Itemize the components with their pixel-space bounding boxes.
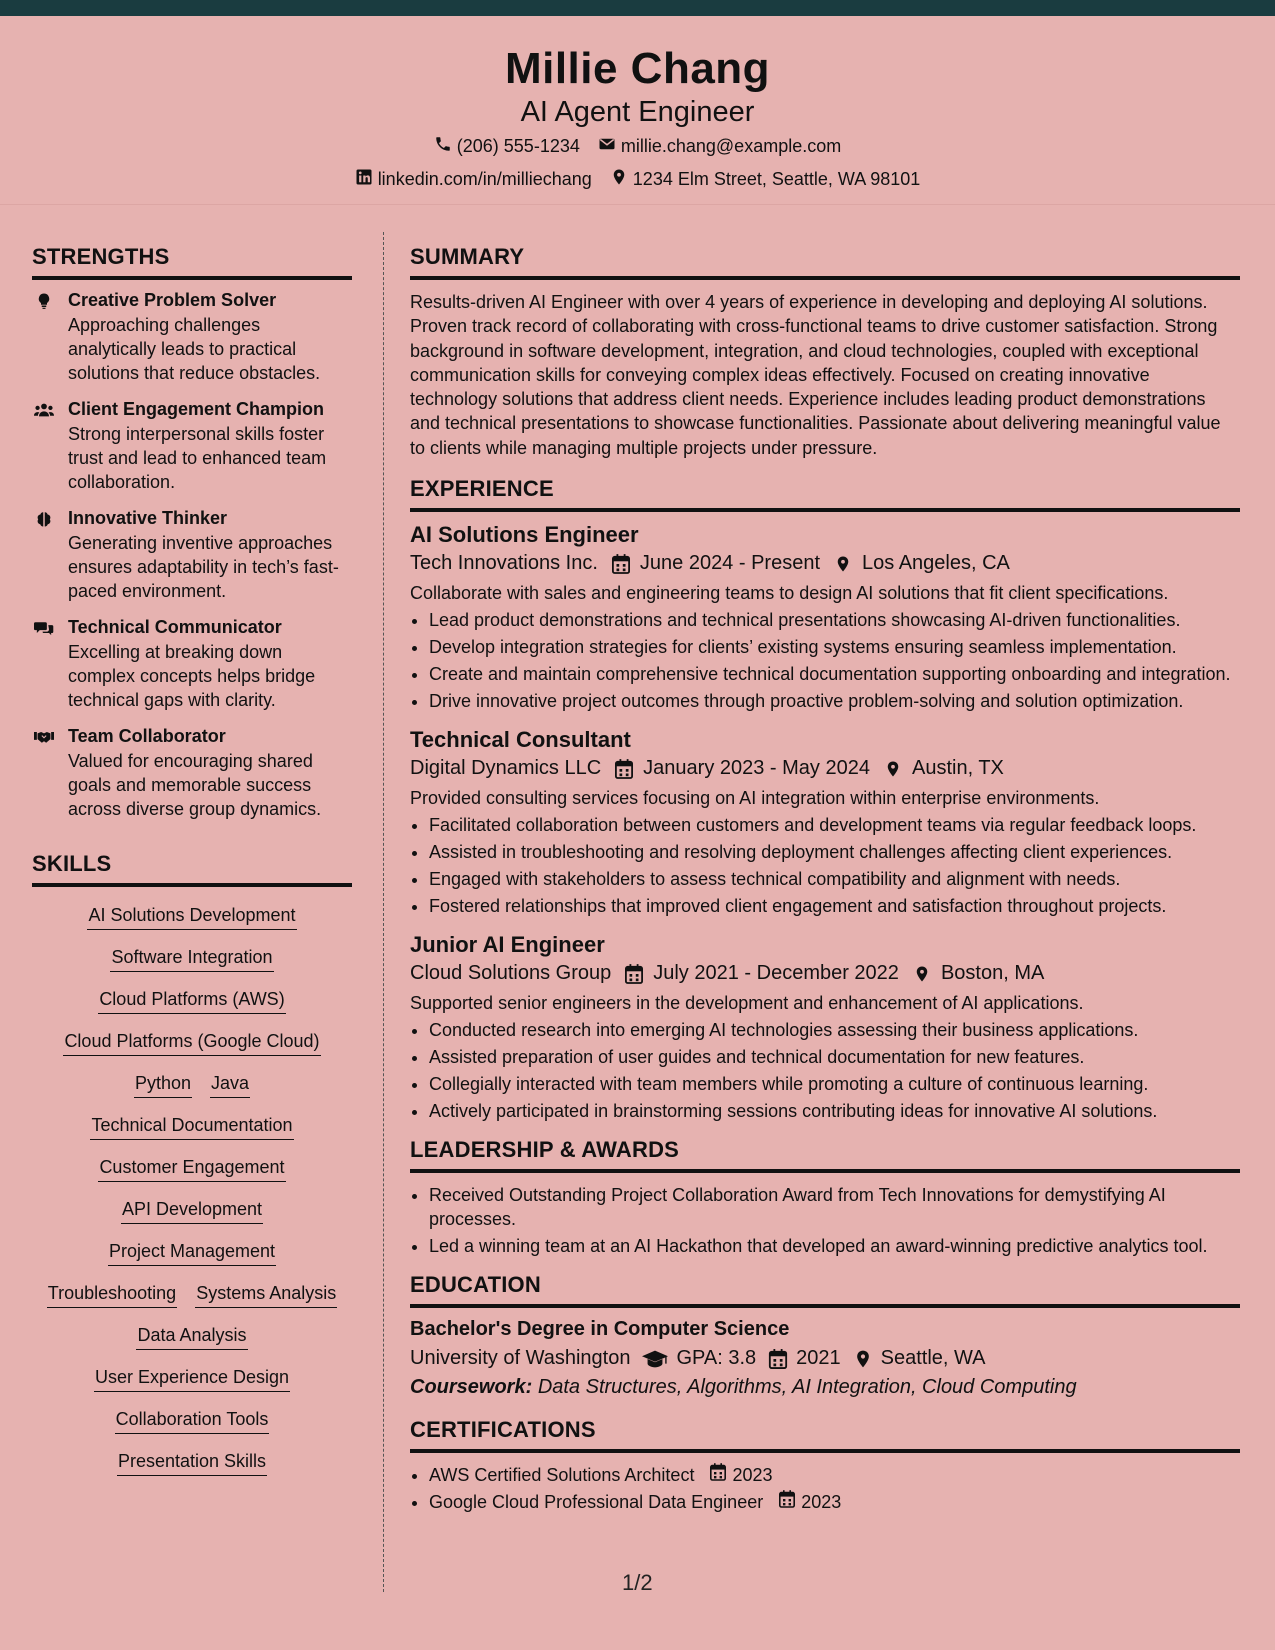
strength-title: Creative Problem Solver bbox=[68, 290, 277, 310]
list-item: • Assisted preparation of user guides and technical documentation for new features. bbox=[429, 1045, 1240, 1069]
map-marker-icon bbox=[913, 964, 931, 984]
strength-description: Generating inventive approaches ensures adaptability in tech’s fast-paced environment. bbox=[68, 533, 339, 601]
column-divider bbox=[383, 232, 384, 1592]
list-item: • Assisted in troubleshooting and resolving deployment challenges affecting client experiences. bbox=[429, 840, 1240, 864]
certification-year: 2023 bbox=[801, 1492, 842, 1513]
job-meta bbox=[410, 962, 1240, 985]
list-item: • Lead product demonstrations and technical presentations showcasing AI-driven functionalities. bbox=[429, 608, 1240, 632]
contact-row-2 bbox=[0, 168, 1275, 191]
job-bullets bbox=[410, 608, 1240, 713]
skill-row bbox=[32, 1283, 352, 1308]
email-contact[interactable] bbox=[598, 135, 841, 158]
strength-item bbox=[32, 508, 352, 603]
job-description: Provided consulting services focusing on AI integration within enterprise environments. bbox=[410, 788, 1100, 809]
graduation-cap-icon bbox=[642, 1349, 668, 1369]
job-position: Technical Consultant bbox=[410, 727, 631, 753]
job-entry bbox=[410, 727, 1240, 918]
list-item: • Develop integration strategies for clients’ existing systems ensuring seamless implementation. bbox=[429, 635, 1240, 659]
phone-number: (206) 555-1234 bbox=[456, 136, 580, 156]
strength-description: Strong interpersonal skills foster trust and lead to enhanced team collaboration. bbox=[68, 424, 327, 492]
graduation-year: 2021 bbox=[796, 1347, 841, 1370]
job-description: Supported senior engineers in the development and enhancement of AI applications. bbox=[410, 993, 1084, 1014]
calendar-icon bbox=[612, 554, 630, 574]
lightbulb-icon bbox=[32, 290, 56, 385]
education-meta bbox=[410, 1347, 1240, 1370]
list-item: • Collegially interacted with team members while promoting a culture of continuous learning. bbox=[429, 1072, 1240, 1096]
header-separator bbox=[0, 204, 1275, 205]
candidate-name: Millie Chang bbox=[504, 44, 771, 93]
job-position: Junior AI Engineer bbox=[410, 932, 605, 958]
strength-description: Approaching challenges analytically leads to practical solutions that reduce obstacles. bbox=[68, 315, 321, 383]
list-item: • Actively participated in brainstorming sessions contributing ideas for innovative AI solutions. bbox=[429, 1099, 1240, 1123]
linkedin-icon bbox=[355, 168, 373, 191]
handshake-icon bbox=[32, 726, 56, 821]
map-marker-icon bbox=[853, 1349, 873, 1369]
resume-header bbox=[0, 16, 1275, 204]
skill-row bbox=[32, 989, 352, 1014]
skill-row bbox=[32, 1241, 352, 1266]
skill-tag: Customer Engagement bbox=[98, 1157, 285, 1182]
skill-tag: Collaboration Tools bbox=[115, 1409, 270, 1434]
skill-tag: API Development bbox=[121, 1199, 263, 1224]
list-item: • Facilitated collaboration between customers and development teams via regular feedback loops. bbox=[429, 813, 1240, 837]
skill-row bbox=[32, 1157, 352, 1182]
calendar-icon bbox=[769, 1490, 795, 1514]
map-marker-icon bbox=[884, 759, 902, 779]
strength-description: Excelling at breaking down complex concepts helps bridge technical gaps with clarity. bbox=[68, 642, 316, 710]
calendar-icon bbox=[768, 1349, 788, 1369]
envelope-icon bbox=[598, 135, 616, 158]
job-location: Boston, MA bbox=[940, 962, 1045, 985]
job-meta bbox=[410, 757, 1240, 780]
strength-description: Valued for encouraging shared goals and memorable success across diverse group dynamics. bbox=[68, 751, 322, 819]
address-contact bbox=[610, 168, 921, 191]
certification bbox=[429, 1463, 773, 1487]
phone-contact bbox=[434, 135, 580, 158]
contact-row-1 bbox=[0, 135, 1275, 158]
skill-row bbox=[32, 947, 352, 972]
job-meta bbox=[410, 552, 1240, 575]
strength-item bbox=[32, 399, 352, 494]
strength-item bbox=[32, 617, 352, 712]
map-marker-icon bbox=[834, 554, 852, 574]
strength-item bbox=[32, 290, 352, 385]
company-name: Digital Dynamics LLC bbox=[410, 757, 602, 780]
calendar-icon bbox=[625, 964, 643, 984]
strength-item bbox=[32, 726, 352, 821]
job-bullets bbox=[410, 1018, 1240, 1123]
page-number: 1/2 bbox=[622, 1570, 653, 1595]
list-item bbox=[429, 1490, 1240, 1514]
skills-section bbox=[32, 851, 352, 1476]
job-dates: July 2021 - December 2022 bbox=[653, 962, 899, 985]
users-icon bbox=[32, 399, 56, 494]
skill-row bbox=[32, 1115, 352, 1140]
certifications-list bbox=[410, 1463, 1240, 1514]
certifications-heading: CERTIFICATIONS bbox=[410, 1417, 1240, 1453]
job-entry bbox=[410, 932, 1240, 1123]
certification-name: • Google Cloud Professional Data Engineer bbox=[429, 1492, 764, 1513]
linkedin-contact[interactable] bbox=[355, 168, 592, 191]
skill-row bbox=[32, 1031, 352, 1056]
gpa: GPA: 3.8 bbox=[676, 1347, 757, 1370]
map-marker-icon bbox=[610, 168, 628, 191]
skill-tag: Data Analysis bbox=[136, 1325, 247, 1350]
strength-title: Client Engagement Champion bbox=[68, 399, 325, 419]
skill-tag: AI Solutions Development bbox=[87, 905, 296, 930]
company-name: Cloud Solutions Group bbox=[410, 962, 612, 985]
comments-icon bbox=[32, 617, 56, 712]
job-dates: June 2024 - Present bbox=[639, 552, 821, 575]
skill-tag: Cloud Platforms (Google Cloud) bbox=[63, 1031, 320, 1056]
certification-name: • AWS Certified Solutions Architect bbox=[429, 1465, 695, 1486]
brain-icon bbox=[32, 508, 56, 603]
school-name: University of Washington bbox=[410, 1347, 631, 1370]
coursework-label: Coursework: bbox=[410, 1376, 533, 1399]
skill-tag: Presentation Skills bbox=[117, 1451, 267, 1476]
calendar-icon bbox=[700, 1463, 726, 1487]
summary-text: Results-driven AI Engineer with over 4 years of experience in developing and deploying AI solutions. Proven track record of collaborating with cross-functional teams to drive customer satisfaction. Strong background in software development, integration, and cloud technologies, coupled with exceptional communication skills for conveying complex ideas effectively. Focused on creating innovative technology solutions that address client needs. Experience includes leading product demonstrations and technical presentations to showcase functionalities. Passionate about delivering meaningful value to clients while managing multiple projects under pressure. bbox=[410, 292, 1221, 458]
job-description: Collaborate with sales and engineering teams to design AI solutions that fit client specifications. bbox=[410, 583, 1169, 604]
skill-tag: Project Management bbox=[108, 1241, 276, 1266]
list-item: • Fostered relationships that improved client engagement and satisfaction throughout projects. bbox=[429, 894, 1240, 918]
skill-tag: Cloud Platforms (AWS) bbox=[98, 989, 285, 1014]
strength-title: Innovative Thinker bbox=[68, 508, 228, 528]
degree-title: Bachelor's Degree in Computer Science bbox=[410, 1318, 790, 1341]
list-item: • Drive innovative project outcomes through proactive problem-solving and solution optimization. bbox=[429, 689, 1240, 713]
coursework bbox=[410, 1376, 1240, 1399]
calendar-icon bbox=[615, 759, 633, 779]
top-bar bbox=[0, 0, 1275, 16]
skill-row bbox=[32, 1367, 352, 1392]
education-heading: EDUCATION bbox=[410, 1272, 1240, 1308]
skill-row bbox=[32, 1325, 352, 1350]
job-location: Austin, TX bbox=[911, 757, 1004, 780]
leadership-list bbox=[410, 1183, 1240, 1258]
experience-heading: EXPERIENCE bbox=[410, 476, 1240, 512]
phone-icon bbox=[434, 135, 452, 158]
leadership-heading: LEADERSHIP & AWARDS bbox=[410, 1137, 1240, 1173]
list-item: • Engaged with stakeholders to assess technical compatibility and alignment with needs. bbox=[429, 867, 1240, 891]
skill-tag: User Experience Design bbox=[94, 1367, 290, 1392]
linkedin-url[interactable]: linkedin.com/in/milliechang bbox=[377, 169, 592, 189]
skill-tag: Troubleshooting bbox=[47, 1283, 177, 1308]
certification-year: 2023 bbox=[732, 1465, 773, 1486]
job-title: AI Agent Engineer bbox=[520, 96, 755, 128]
list-item: • Create and maintain comprehensive technical documentation supporting onboarding and integration. bbox=[429, 662, 1240, 686]
list-item: • Led a winning team at an AI Hackathon that developed an award-winning predictive analytics tool. bbox=[429, 1234, 1240, 1258]
skill-row bbox=[32, 1073, 352, 1098]
job-dates: January 2023 - May 2024 bbox=[643, 757, 870, 780]
company-name: Tech Innovations Inc. bbox=[410, 552, 598, 575]
strengths-heading: STRENGTHS bbox=[32, 244, 352, 280]
list-item: • Conducted research into emerging AI technologies assessing their business applications. bbox=[429, 1018, 1240, 1042]
skill-tag: Python bbox=[134, 1073, 192, 1098]
left-column bbox=[32, 244, 352, 1493]
summary-heading: SUMMARY bbox=[410, 244, 1240, 280]
skill-row bbox=[32, 1409, 352, 1434]
email-address[interactable]: millie.chang@example.com bbox=[620, 136, 842, 156]
street-address: 1234 Elm Street, Seattle, WA 98101 bbox=[632, 169, 921, 189]
job-position: AI Solutions Engineer bbox=[410, 522, 639, 548]
strength-title: Team Collaborator bbox=[68, 726, 226, 746]
skill-tag: Software Integration bbox=[110, 947, 273, 972]
list-item: • Received Outstanding Project Collaboration Award from Tech Innovations for demystifying AI processes. bbox=[429, 1183, 1240, 1231]
skills-heading: SKILLS bbox=[32, 851, 352, 887]
skill-row bbox=[32, 1451, 352, 1476]
job-location: Los Angeles, CA bbox=[862, 552, 1010, 575]
skill-tag: Systems Analysis bbox=[195, 1283, 337, 1308]
certification bbox=[429, 1490, 841, 1514]
skill-tag: Technical Documentation bbox=[90, 1115, 293, 1140]
strength-title: Technical Communicator bbox=[68, 617, 282, 637]
job-entry bbox=[410, 522, 1240, 713]
skill-row bbox=[32, 1199, 352, 1224]
right-column bbox=[410, 244, 1240, 1517]
list-item bbox=[429, 1463, 1240, 1487]
job-bullets bbox=[410, 813, 1240, 918]
coursework-list: Data Structures, Algorithms, AI Integration, Cloud Computing bbox=[537, 1376, 1077, 1399]
school-location: Seattle, WA bbox=[880, 1347, 986, 1370]
skill-tag: Java bbox=[210, 1073, 250, 1098]
skill-row bbox=[32, 905, 352, 930]
